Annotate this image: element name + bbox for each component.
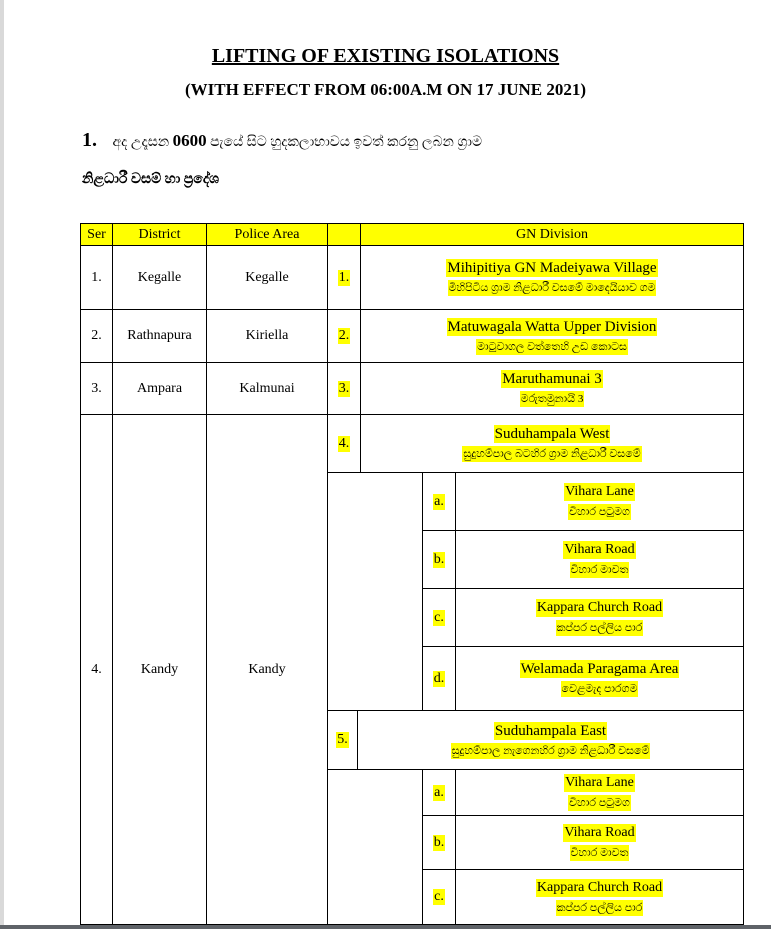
- group-4-mark-cell: [327, 414, 361, 473]
- row-1-gn-en: Mihipitiya GN Madeiyawa Village: [447, 260, 657, 276]
- row-2-mark: 2.: [338, 328, 350, 343]
- group-4-gn-si: සුදුහම්පාල බටහිර ග්‍රාම නිළධාරී වසමේ: [463, 448, 641, 460]
- paragraph-text-b: පැයේ සිට හුදකලාභාවය ඉවත් කරනු ලබන ග්‍රාම: [210, 135, 483, 150]
- group-5-sub-a-en: Vihara Lane: [565, 775, 634, 790]
- row-3-gn-si: මරුතමුනායි 3: [520, 393, 584, 405]
- row-2-police: Kiriella: [206, 309, 328, 363]
- document-subtitle: (WITH EFFECT FROM 06:00A.M ON 17 JUNE 2021): [184, 80, 587, 99]
- row-1-gn-cell: [360, 245, 744, 310]
- group-5-sub-c-mark-cell: [422, 869, 456, 925]
- row-2-district: Rathnapura: [112, 309, 207, 363]
- header-ser: Ser: [80, 223, 113, 246]
- group-4-sub-c-mark-cell: [422, 588, 456, 647]
- group-4-sub-d-cell: [455, 646, 744, 711]
- paragraph-1: [82, 130, 482, 153]
- row-3-mark: 3.: [338, 380, 350, 396]
- group-5-sub-a-mark: a.: [434, 784, 444, 800]
- group-5-gn-cell: [357, 710, 744, 770]
- group-5-mark: 5.: [337, 732, 348, 747]
- group-4-sub-spacer: [327, 472, 423, 711]
- group-4-gn-en: Suduhampala West: [494, 426, 610, 442]
- row-2-gn-si: මාටුවාගල වත්තෙහි උඩ කොටස: [477, 340, 627, 353]
- group-5-gn-en: Suduhampala East: [494, 722, 607, 739]
- group-4-sub-b-en: Vihara Road: [564, 542, 635, 557]
- row-1-mark: 1.: [338, 269, 350, 285]
- group-5-sub-b-en: Vihara Road: [564, 825, 635, 840]
- row-3-mark-cell: [327, 362, 361, 415]
- group-4-sub-d-mark-cell: [422, 646, 456, 711]
- group-5-sub-b-cell: [455, 815, 744, 870]
- header-mark: [327, 223, 361, 246]
- header-police-area: Police Area: [206, 223, 328, 246]
- paragraph-number: 1.: [82, 129, 97, 151]
- page-left-shadow: [0, 0, 4, 929]
- row-4-police: Kandy: [206, 414, 328, 925]
- group-5-sub-b-si: විහාර මාවත: [570, 847, 629, 859]
- row-2-mark-cell: [327, 309, 361, 363]
- group-4-sub-b-si: විහාර මාවත: [570, 564, 629, 576]
- group-4-sub-a-mark-cell: [422, 472, 456, 531]
- group-4-sub-c-mark: c.: [434, 609, 444, 625]
- row-3-district: Ampara: [112, 362, 207, 415]
- row-2-gn-en: Matuwagala Watta Upper Division: [447, 318, 657, 335]
- row-3-gn-en: Maruthamunai 3: [502, 371, 602, 387]
- document-title: LIFTING OF EXISTING ISOLATIONS: [211, 45, 560, 67]
- group-4-sub-b-mark-cell: [422, 530, 456, 589]
- group-4-sub-a-mark: a.: [434, 493, 444, 509]
- row-4-ser: 4.: [80, 414, 113, 925]
- group-4-sub-b-mark: b.: [433, 551, 445, 567]
- row-1-gn-si: මිහිපිටිය ග්‍රාම නිළධාරී වසමේ මාදෙයියාව ගම: [448, 282, 656, 294]
- group-5-sub-b-mark: b.: [433, 834, 445, 850]
- group-5-sub-a-cell: [455, 769, 744, 816]
- group-4-sub-a-si: විහාර පටුමග: [569, 506, 630, 518]
- group-4-sub-d-mark: d.: [433, 670, 445, 686]
- header-gn-division: GN Division: [360, 223, 744, 246]
- row-2-gn-cell: [360, 309, 744, 363]
- row-2-ser: 2.: [80, 309, 113, 363]
- header-district: District: [112, 223, 207, 246]
- window-bottom-bar: [0, 925, 771, 929]
- group-5-gn-si: සුදුහම්පාල නැගෙනහිර ග්‍රාම නිළධාරී වසමේ: [451, 744, 650, 757]
- group-5-sub-a-si: විහාර පටුමග: [569, 797, 630, 809]
- group-5-sub-c-mark: c.: [434, 889, 444, 904]
- row-1-district: Kegalle: [112, 245, 207, 310]
- group-5-mark-cell: [327, 710, 358, 770]
- group-4-mark: 4.: [338, 435, 350, 451]
- group-4-sub-a-en: Vihara Lane: [565, 484, 634, 499]
- group-4-sub-d-si: වෙළමැද පාරගම: [561, 683, 638, 695]
- group-4-sub-d-en: Welamada Paragama Area: [520, 661, 679, 677]
- group-4-gn-cell: [360, 414, 744, 473]
- group-5-sub-c-si: කප්පර පල්ලිය පාර: [556, 901, 643, 914]
- paragraph-line-2: නිළධාරී වසම් හා ප්‍රදේශ: [82, 172, 220, 187]
- row-1-police: Kegalle: [206, 245, 328, 310]
- row-1-mark-cell: [327, 245, 361, 310]
- group-4-sub-c-si: කප්පර පල්ලිය පාර: [556, 622, 643, 634]
- group-4-sub-c-en: Kappara Church Road: [536, 600, 663, 615]
- group-5-sub-a-mark-cell: [422, 769, 456, 816]
- row-3-ser: 3.: [80, 362, 113, 415]
- row-3-police: Kalmunai: [206, 362, 328, 415]
- group-5-sub-b-mark-cell: [422, 815, 456, 870]
- row-1-ser: 1.: [80, 245, 113, 310]
- row-4-district: Kandy: [112, 414, 207, 925]
- group-4-sub-a-cell: [455, 472, 744, 531]
- group-4-sub-c-cell: [455, 588, 744, 647]
- paragraph-text-a: අද උදෑසන: [112, 135, 170, 150]
- paragraph-text-bold: 0600: [172, 131, 207, 150]
- group-5-sub-spacer: [327, 769, 423, 925]
- group-5-sub-c-cell: [455, 869, 744, 925]
- group-4-sub-b-cell: [455, 530, 744, 589]
- group-5-sub-c-en: Kappara Church Road: [536, 879, 663, 895]
- row-3-gn-cell: [360, 362, 744, 415]
